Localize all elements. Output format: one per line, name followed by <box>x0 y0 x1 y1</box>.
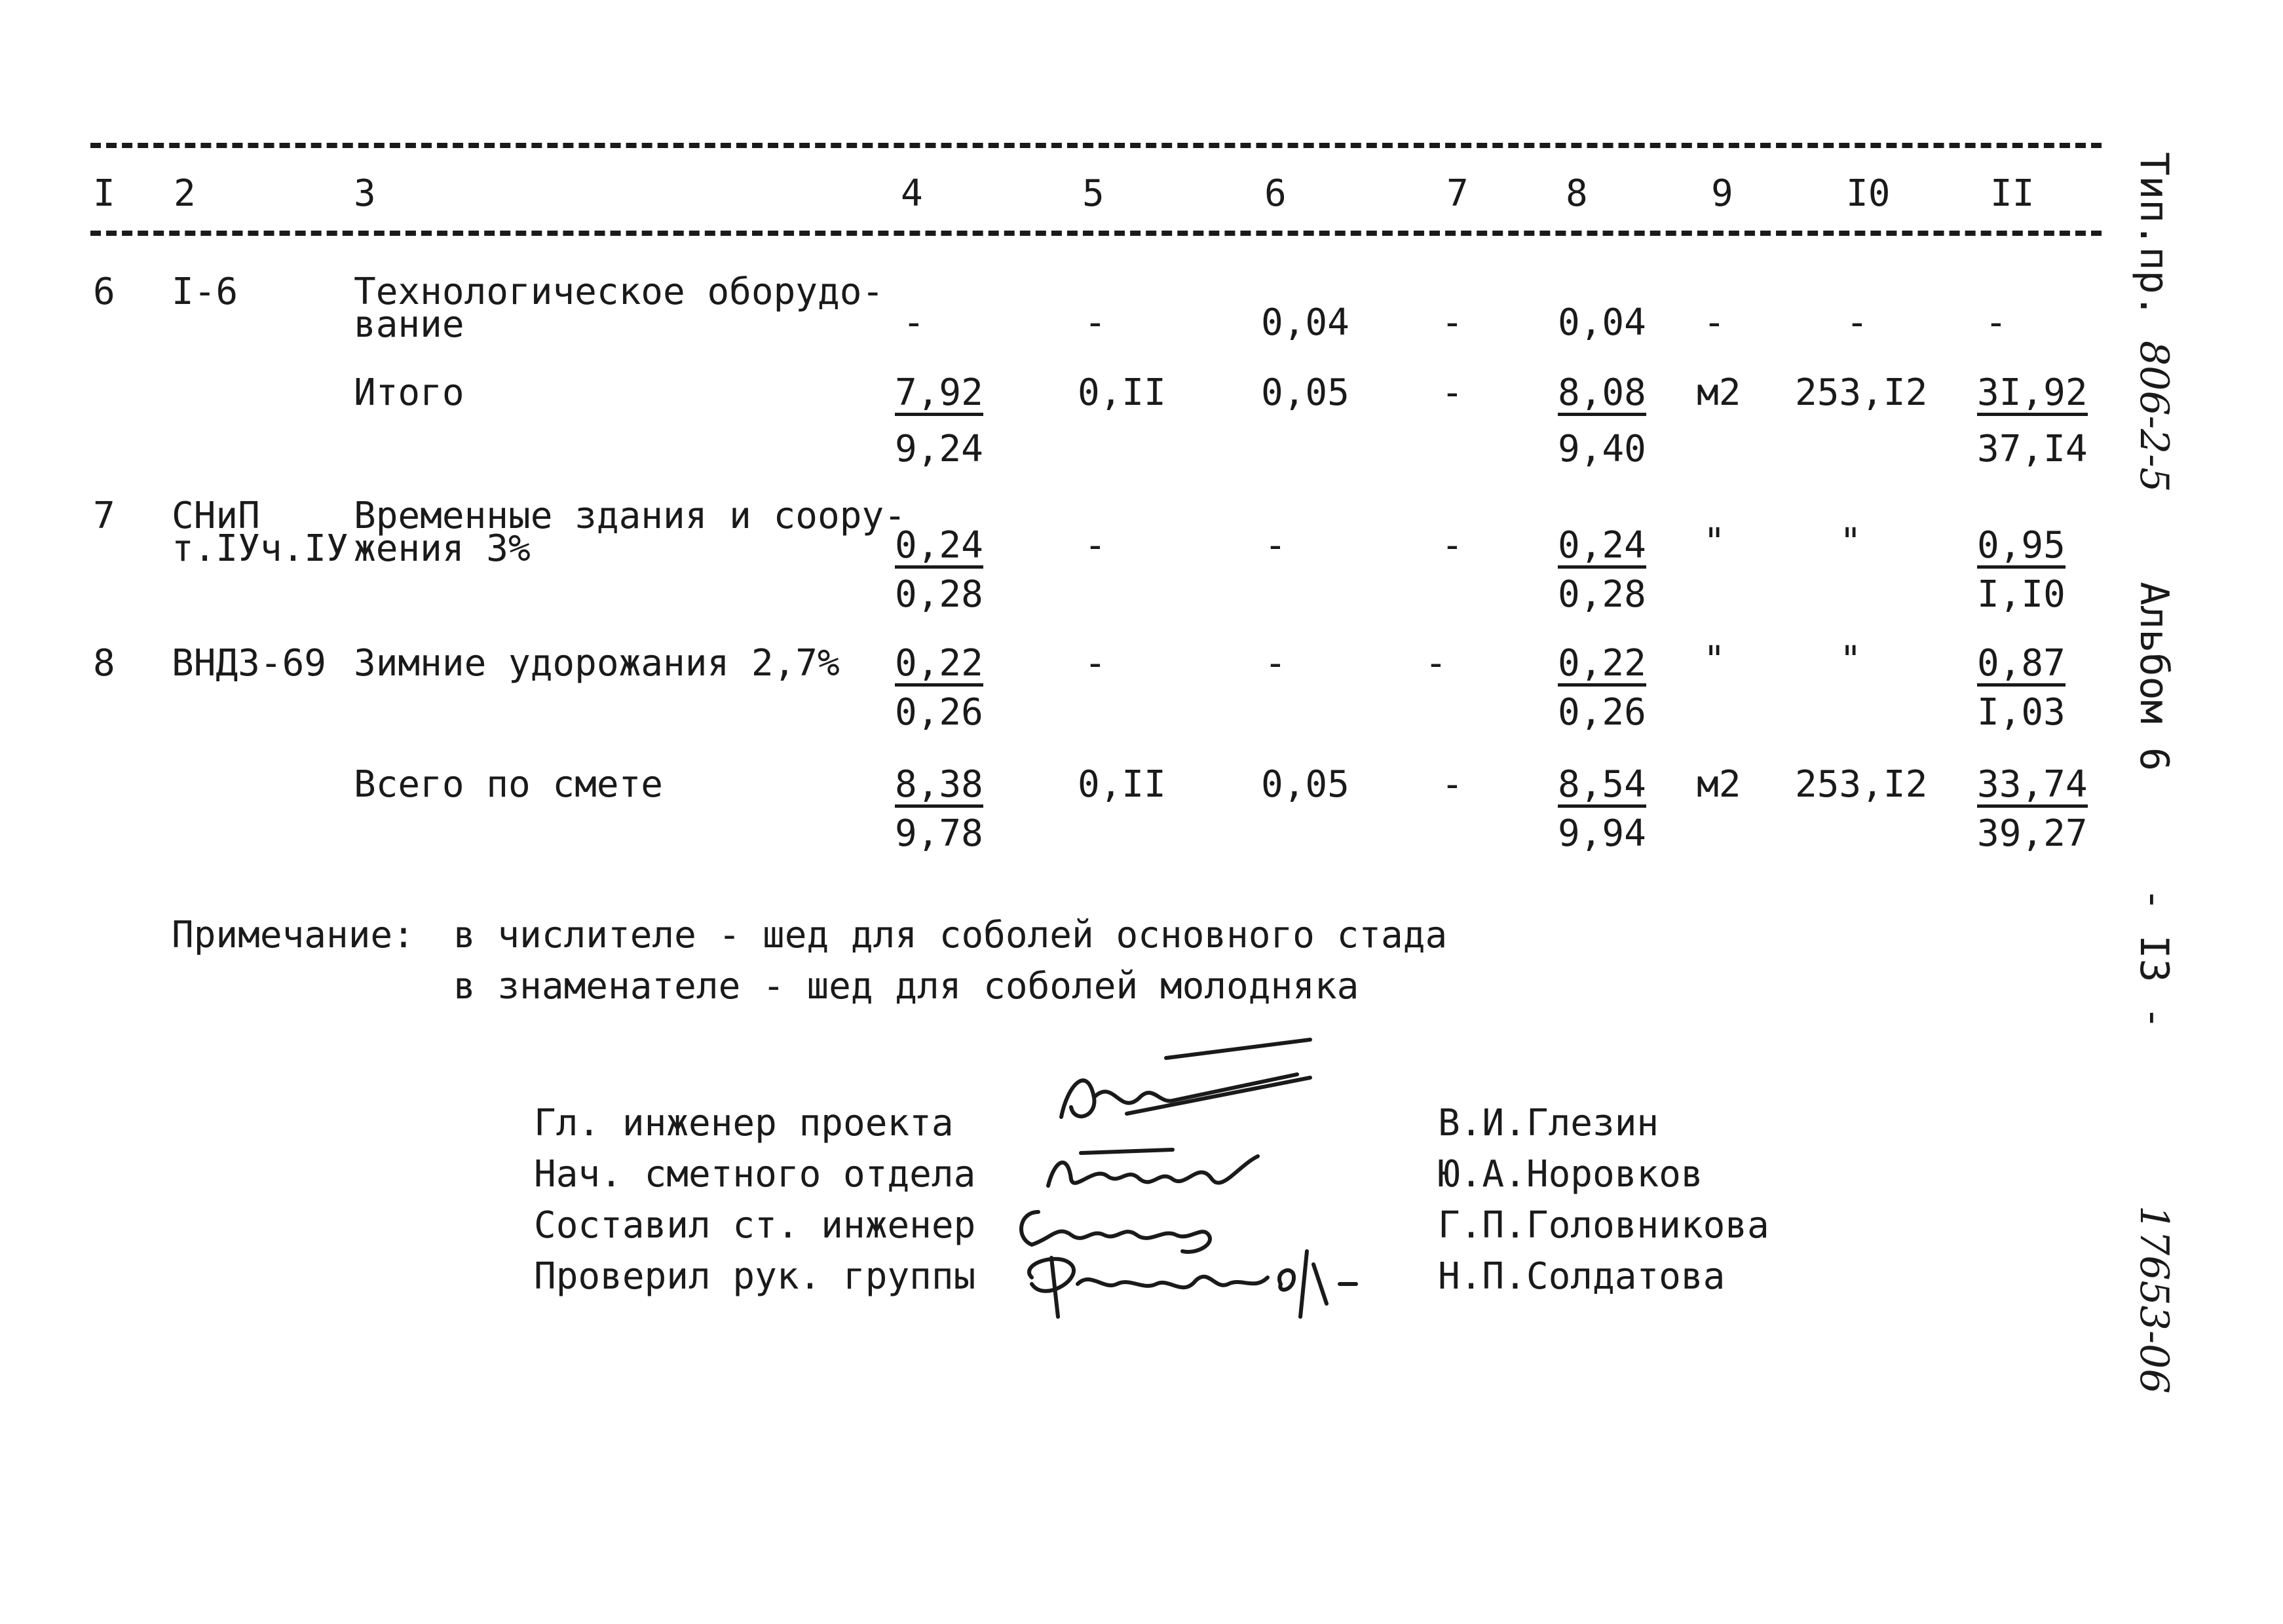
header-bottom-rule <box>90 231 2102 236</box>
cell-c10-ditto: " <box>1840 639 1862 681</box>
cell-c11-numerator: 0,95 <box>1977 527 2066 569</box>
col-header-3: 3 <box>354 172 376 215</box>
col-header-6: 6 <box>1264 172 1287 215</box>
row-code: СНиП <box>172 495 260 537</box>
cell-c8-denominator: 0,26 <box>1558 691 1646 734</box>
cell-c11-denominator: 39,27 <box>1977 812 2088 855</box>
signature-name: Н.П.Солдатова <box>1438 1255 1726 1298</box>
signature-role: Гл. инженер проекта <box>534 1102 954 1144</box>
cell-c4-denominator: 0,28 <box>895 573 983 616</box>
cell-c4-denominator: 9,78 <box>895 812 983 855</box>
cell-c11: - <box>1985 301 2007 344</box>
margin-album: Альбом 6 <box>2131 582 2177 771</box>
cell-c8-numerator: 8,54 <box>1558 766 1646 808</box>
cell-c11-denominator: 37,I4 <box>1977 428 2088 470</box>
cell-c7: - <box>1441 763 1463 806</box>
cell-c4-numerator: 0,24 <box>895 527 983 569</box>
row-number: 8 <box>93 642 115 685</box>
margin-page-number: - I3 - <box>2131 888 2177 1030</box>
row-description: Всего по смете <box>354 763 664 806</box>
col-header-8: 8 <box>1566 172 1588 215</box>
cell-c4-numerator: 0,22 <box>895 645 983 687</box>
cell-c4: - <box>903 301 925 344</box>
signature-name: Г.П.Головникова <box>1438 1204 1769 1247</box>
signature-role: Составил ст. инженер <box>534 1204 976 1247</box>
cell-c10: 253,I2 <box>1795 763 1928 806</box>
cell-c7: - <box>1441 301 1463 344</box>
row-description: Технологическое оборудо- <box>354 271 884 313</box>
cell-c8-numerator: 8,08 <box>1558 375 1646 416</box>
cell-c6: 0,05 <box>1261 371 1349 414</box>
row-description: Временные здания и соору- <box>354 495 906 537</box>
cell-c11-numerator: 0,87 <box>1977 645 2066 687</box>
row-code: I-6 <box>172 271 238 313</box>
cell-c6: 0,05 <box>1261 763 1349 806</box>
cell-c4-numerator: 8,38 <box>895 766 983 808</box>
handwritten-signature-1 <box>1048 1038 1323 1137</box>
row-description-cont: жения 3% <box>354 527 531 570</box>
cell-c4-denominator: 0,26 <box>895 691 983 734</box>
handwritten-signature-4 <box>1019 1238 1359 1336</box>
signature-role: Проверил рук. группы <box>534 1255 976 1298</box>
row-description: Зимние удорожания 2,7% <box>354 642 840 685</box>
cell-c9: м2 <box>1697 371 1741 414</box>
col-header-1: I <box>93 172 115 215</box>
row-description: Итого <box>354 371 464 414</box>
cell-c11-numerator: 3I,92 <box>1977 375 2088 416</box>
cell-c6: - <box>1264 524 1287 567</box>
row-description-cont: вание <box>354 303 464 346</box>
cell-c10: 253,I2 <box>1795 371 1928 414</box>
margin-doc-number: 806-2-5 <box>2131 341 2177 493</box>
col-header-10: I0 <box>1846 172 1891 215</box>
row-number: 7 <box>93 495 115 537</box>
cell-c8-denominator: 9,40 <box>1558 428 1646 470</box>
cell-c5: 0,II <box>1078 371 1166 414</box>
cell-c5: - <box>1084 642 1106 685</box>
cell-c9: - <box>1703 301 1726 344</box>
cell-c8-numerator: 0,22 <box>1558 645 1646 687</box>
cell-c8-numerator: 0,24 <box>1558 527 1646 569</box>
signature-name: В.И.Глезин <box>1438 1102 1659 1144</box>
note-line-1: в числителе - шед для соболей основного стада <box>453 914 1448 956</box>
col-header-5: 5 <box>1082 172 1104 215</box>
col-header-9: 9 <box>1711 172 1733 215</box>
cell-c5: - <box>1084 301 1106 344</box>
cell-c6: - <box>1264 642 1287 685</box>
margin-doc-type: Тип.пр. <box>2131 152 2177 318</box>
header-top-rule <box>90 143 2102 148</box>
cell-c5: - <box>1084 524 1106 567</box>
cell-c9: м2 <box>1697 763 1741 806</box>
margin-archive-number: 17653-06 <box>2131 1205 2177 1394</box>
cell-c7: - <box>1441 371 1463 414</box>
cell-c9-ditto: " <box>1703 639 1726 681</box>
row-code-cont: т.IУч.IУ <box>172 527 349 570</box>
note-line-2: в знаменателе - шед для соболей молодняка <box>453 965 1359 1008</box>
cell-c5: 0,II <box>1078 763 1166 806</box>
cell-c4-denominator: 9,24 <box>895 428 983 470</box>
handwritten-signature-2 <box>1042 1140 1264 1199</box>
cell-c9-ditto: " <box>1703 521 1726 563</box>
col-header-11: II <box>1990 172 2035 215</box>
row-code: ВНДЗ-69 <box>172 642 327 685</box>
cell-c7: - <box>1425 642 1447 685</box>
cell-c10: - <box>1846 301 1868 344</box>
signature-name: Ю.А.Норовков <box>1438 1153 1703 1196</box>
cell-c8-denominator: 0,28 <box>1558 573 1646 616</box>
note-label: Примечание: <box>172 914 415 956</box>
cell-c11-denominator: I,03 <box>1977 691 2066 734</box>
cell-c4-numerator: 7,92 <box>895 375 983 416</box>
cell-c10-ditto: " <box>1840 521 1862 563</box>
cell-c6: 0,04 <box>1261 301 1349 344</box>
col-header-2: 2 <box>174 172 196 215</box>
row-number: 6 <box>93 271 115 313</box>
col-header-4: 4 <box>901 172 923 215</box>
cell-c11-denominator: I,I0 <box>1977 573 2066 616</box>
cell-c8: 0,04 <box>1558 301 1646 344</box>
cell-c7: - <box>1441 524 1463 567</box>
col-header-7: 7 <box>1446 172 1469 215</box>
cell-c8-denominator: 9,94 <box>1558 812 1646 855</box>
cell-c11-numerator: 33,74 <box>1977 766 2088 808</box>
signature-role: Нач. сметного отдела <box>534 1153 976 1196</box>
